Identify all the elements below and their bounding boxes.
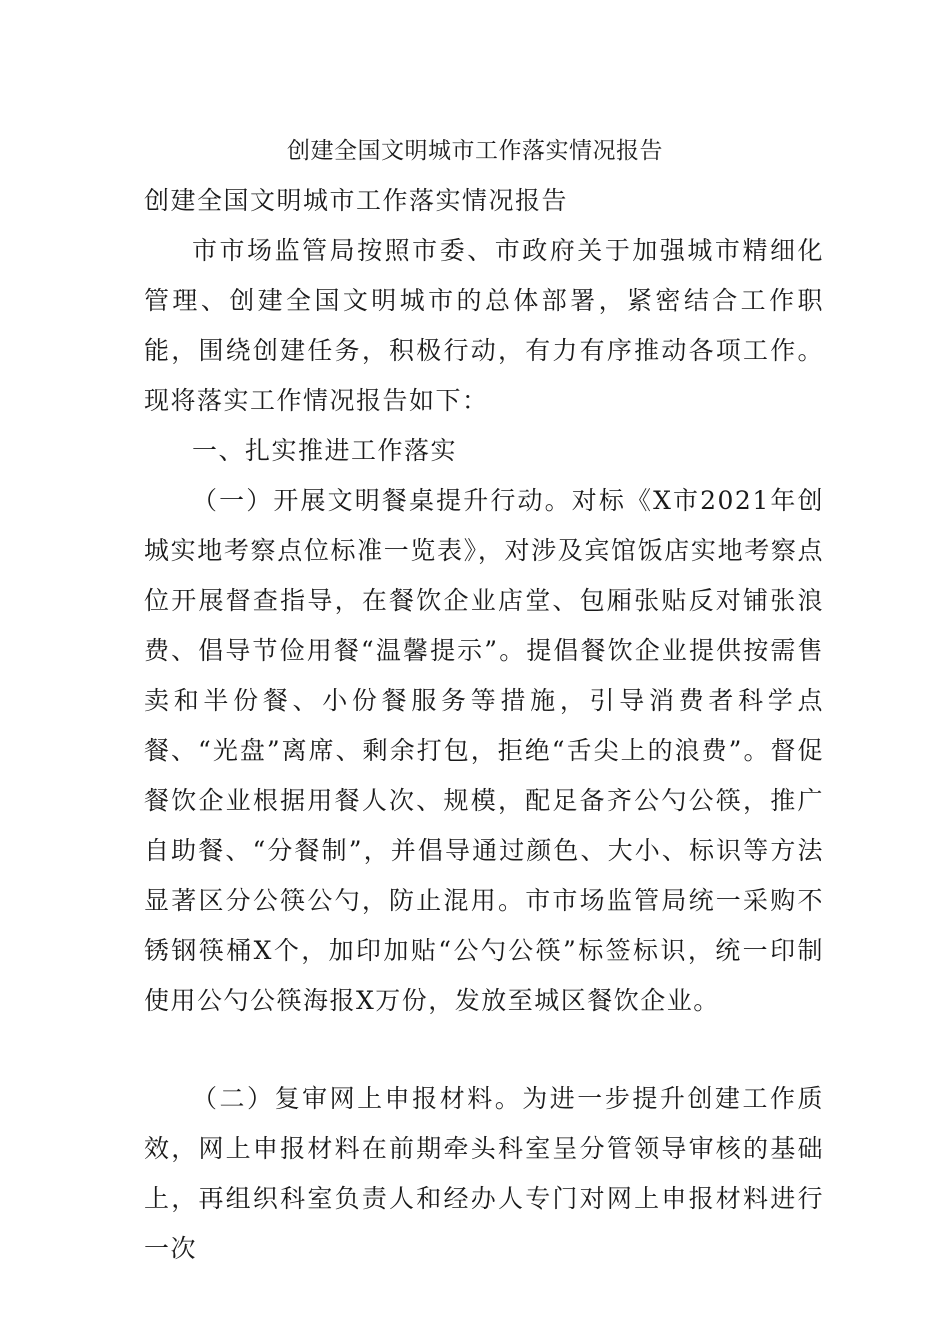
- paragraph-section-1-1: （一）开展文明餐桌提升行动。对标《X市2021年创城实地考察点位标准一览表》，对涉及宾馆饭店实地考察点位开展督查指导，在餐饮企业店堂、包厢张贴反对铺张浪费、倡导节俭用餐“温馨提示”。提倡餐饮企业提供按需售卖和半份餐、小份餐服务等措施，引导消费者科学点餐、“光盘”离席、剩余打包，拒绝“舌尖上的浪费”。督促餐饮企业根据用餐人次、规模，配足备齐公勺公筷，推广自助餐、“分餐制”，并倡导通过颜色、大小、标识等方法显著区分公筷公勺，防止混用。市市场监管局统一采购不锈钢筷桶X个，加印加贴“公勺公筷”标签标识，统一印制使用公勺公筷海报X万份，发放至城区餐饮企业。: [144, 486, 824, 1015]
- paragraph-intro: 市市场监管局按照市委、市政府关于加强城市精细化管理、创建全国文明城市的总体部署，紧密结合工作职能，围绕创建任务，积极行动，有力有序推动各项工作。现将落实工作情况报告如下：: [144, 236, 824, 415]
- document-subtitle: 创建全国文明城市工作落实情况报告: [144, 186, 569, 215]
- section-heading-1: 一、扎实推进工作落实: [192, 436, 458, 465]
- document-title: 创建全国文明城市工作落实情况报告: [287, 138, 663, 164]
- paragraph-section-1-2: （二）复审网上申报材料。为进一步提升创建工作质效，网上申报材料在前期牵头科室呈分管领导审核的基础上，再组织科室负责人和经办人专门对网上申报材料进行一次: [144, 1084, 824, 1263]
